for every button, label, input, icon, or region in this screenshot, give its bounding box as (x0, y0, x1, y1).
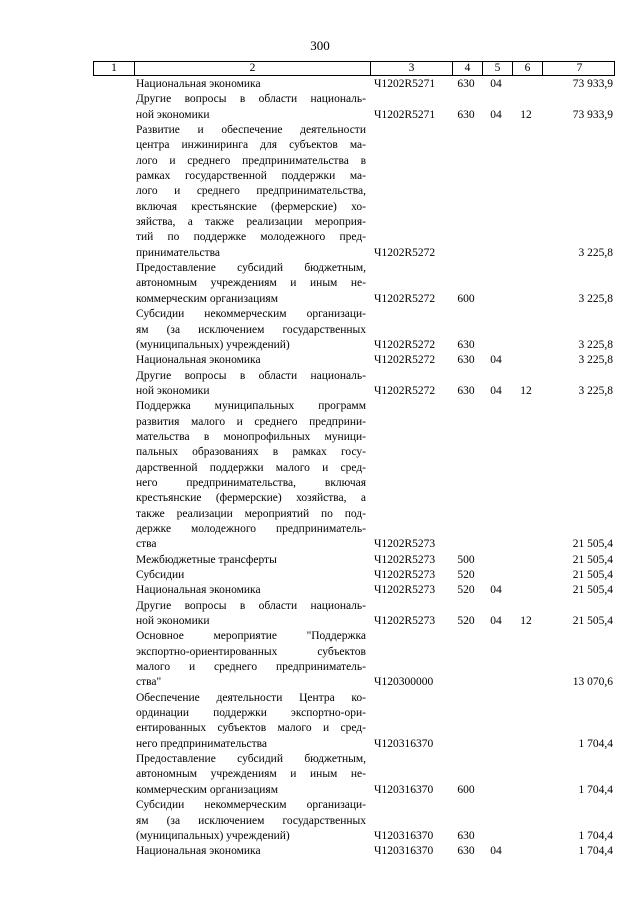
description-line: дарственной поддержки малого и сред- (136, 461, 366, 474)
description-line: Обеспечение деятельности Центра ко- (136, 691, 366, 704)
row-amount: 73 933,9 (572, 108, 613, 121)
row-amount: 73 933,9 (572, 78, 613, 90)
row-code: Ч1202R5273 (374, 569, 436, 581)
row-code: Ч120316370 (374, 829, 434, 842)
table-row (93, 92, 615, 123)
description-line: крестьянские (фермерские) хозяйства, а (136, 492, 366, 505)
table-row (93, 123, 615, 261)
description-line: него предпринимательства, включая (136, 476, 366, 489)
row-description (133, 629, 369, 690)
description-line: автономным учреждениям и иным не- (136, 277, 366, 290)
row-amount: 3 225,8 (578, 354, 613, 367)
row-amount: 21 505,4 (572, 553, 613, 566)
description-line: держке молодежного предприниматель- (136, 522, 366, 535)
header-col-6: 6 (512, 62, 542, 75)
table-row (93, 369, 615, 400)
table-row (93, 553, 615, 568)
row-description (133, 691, 369, 752)
table-row (93, 752, 615, 798)
row-col-5: 04 (490, 78, 502, 90)
description-line: коммерческим организациям (136, 783, 278, 796)
row-code: Ч1202R5273 (374, 538, 436, 551)
description-line: ной экономики (136, 384, 210, 397)
table-row (93, 583, 615, 598)
row-col-5: 04 (490, 845, 502, 858)
description-line: ям (за исключением государственных (136, 323, 366, 336)
description-line: Предоставление субсидий бюджетным, (136, 753, 366, 766)
description-line: тий по поддержке молодежного пред- (136, 231, 366, 244)
header-col-2: 2 (134, 62, 370, 75)
row-amount: 1 704,4 (578, 783, 613, 796)
row-amount: 1 704,4 (578, 829, 613, 842)
table-row (93, 798, 615, 844)
row-col-4: 630 (457, 354, 475, 367)
description-line: ям (за исключением государственных (136, 814, 366, 827)
row-col-4: 630 (457, 845, 475, 858)
description-line: Развитие и обеспечение деятельности (136, 124, 366, 137)
row-description (133, 553, 369, 568)
row-col-4: 630 (457, 829, 475, 842)
description-line: включая крестьянские (фермерские) хо- (136, 200, 366, 213)
row-code: Ч1202R5272 (374, 292, 436, 305)
description-line: ства (136, 538, 157, 551)
row-description (133, 844, 369, 859)
row-col-4: 520 (457, 584, 475, 597)
row-amount: 21 505,4 (572, 569, 613, 581)
header-col-5: 5 (482, 62, 512, 75)
row-col-4: 630 (457, 78, 475, 90)
description-line: Предоставление субсидий бюджетным, (136, 262, 366, 275)
row-col-5: 04 (490, 615, 502, 628)
description-line: малого и среднего предприниматель- (136, 661, 366, 674)
row-col-4: 630 (457, 384, 475, 397)
row-code: Ч120316370 (374, 737, 434, 750)
description-line: центра инжиниринга для субъектов ма- (136, 139, 366, 152)
table-row (93, 261, 615, 307)
description-line: Межбюджетные трансферты (136, 553, 277, 566)
row-code: Ч1202R5272 (374, 384, 436, 397)
row-description (133, 369, 369, 400)
table-row (93, 844, 615, 859)
row-description (133, 583, 369, 598)
description-line: Национальная экономика (136, 584, 261, 597)
row-col-5: 04 (490, 384, 502, 397)
description-line: ной экономики (136, 108, 210, 121)
row-description (133, 798, 369, 844)
description-line: мательства в монопрофильных муници- (136, 430, 366, 443)
description-line: Поддержка муниципальных программ (136, 400, 366, 413)
row-col-4: 630 (457, 338, 475, 351)
description-line: ординации поддержки экспортно-ори- (136, 707, 366, 720)
header-col-7: 7 (542, 62, 616, 75)
table-row (93, 307, 615, 353)
table-row (93, 353, 615, 368)
description-line: рамках государственной поддержки ма- (136, 170, 366, 183)
description-line: Другие вопросы в области националь- (136, 369, 366, 382)
description-line: Субсидии некоммерческим организаци- (136, 308, 366, 321)
row-code: Ч120316370 (374, 783, 434, 796)
table-row (93, 568, 615, 583)
row-col-6: 12 (520, 615, 532, 628)
row-description (133, 123, 369, 261)
description-line: развития малого и среднего предприни- (136, 415, 366, 428)
row-amount: 21 505,4 (572, 584, 613, 597)
row-description (133, 568, 369, 583)
description-line: Субсидии (136, 569, 185, 581)
row-amount: 3 225,8 (578, 338, 613, 351)
description-line: Национальная экономика (136, 78, 261, 90)
row-description (133, 77, 369, 92)
description-line: принимательства (136, 246, 220, 259)
description-line: ства" (136, 676, 162, 689)
description-line: автономным учреждениям и иным не- (136, 768, 366, 781)
description-line: Субсидии некоммерческим организаци- (136, 799, 366, 812)
table-row (93, 629, 615, 690)
row-code: Ч1202R5273 (374, 615, 436, 628)
row-amount: 1 704,4 (578, 737, 613, 750)
row-amount: 13 070,6 (572, 676, 613, 689)
row-col-4: 600 (457, 783, 475, 796)
row-description (133, 752, 369, 798)
row-code: Ч1202R5273 (374, 584, 436, 597)
row-col-4: 500 (457, 553, 475, 566)
row-code: Ч1202R5271 (374, 78, 436, 90)
row-col-5: 04 (490, 584, 502, 597)
description-line: Другие вопросы в области националь- (136, 93, 366, 106)
table-header-row (93, 61, 615, 76)
table-row (93, 399, 615, 552)
header-col-1: 1 (111, 62, 117, 74)
description-line: ной экономики (136, 615, 210, 628)
row-col-4: 520 (457, 569, 475, 581)
row-amount: 3 225,8 (578, 384, 613, 397)
row-col-4: 600 (457, 292, 475, 305)
description-line: Национальная экономика (136, 845, 261, 858)
table-row (93, 77, 615, 92)
row-amount: 21 505,4 (572, 538, 613, 551)
description-line: коммерческим организациям (136, 292, 278, 305)
budget-table (93, 61, 615, 860)
description-line: лого и среднего предпринимательства в (136, 154, 366, 167)
description-line: Основное мероприятие "Поддержка (136, 630, 366, 643)
table-body (93, 76, 615, 860)
row-code: Ч1202R5272 (374, 246, 436, 259)
description-line: также реализации мероприятий по под- (136, 507, 366, 520)
description-line: Национальная экономика (136, 354, 261, 367)
row-code: Ч1202R5273 (374, 553, 436, 566)
description-line: Другие вопросы в области националь- (136, 599, 366, 612)
row-description (133, 261, 369, 307)
description-line: (муниципальных) учреждений) (136, 338, 290, 351)
header-col-4: 4 (452, 62, 482, 75)
row-description (133, 599, 369, 630)
header-col-3: 3 (370, 62, 452, 75)
row-col-4: 520 (457, 615, 475, 628)
row-code: Ч120316370 (374, 845, 434, 858)
row-amount: 21 505,4 (572, 615, 613, 628)
row-col-4: 630 (457, 108, 475, 121)
row-description (133, 307, 369, 353)
row-col-5: 04 (490, 354, 502, 367)
row-amount: 1 704,4 (578, 845, 613, 858)
row-amount: 3 225,8 (578, 246, 613, 259)
description-line: зяйства, а также реализации мероприя- (136, 216, 366, 229)
description-line: экспортно-ориентированных субъектов (136, 645, 366, 658)
row-col-6: 12 (520, 108, 532, 121)
page-number: 300 (310, 38, 330, 53)
description-line: ентированных субъектов малого и сред- (136, 722, 366, 735)
row-description (133, 92, 369, 123)
row-description (133, 353, 369, 368)
description-line: пальных образованиях в рамках госу- (136, 446, 366, 459)
row-code: Ч1202R5272 (374, 338, 436, 351)
row-code: Ч1202R5272 (374, 354, 436, 367)
row-col-6: 12 (520, 384, 532, 397)
row-col-5: 04 (490, 108, 502, 121)
row-description (133, 399, 369, 552)
row-code: Ч120300000 (374, 676, 434, 689)
row-amount: 3 225,8 (578, 292, 613, 305)
description-line: него предпринимательства (136, 737, 268, 750)
row-code: Ч1202R5271 (374, 108, 436, 121)
table-row (93, 691, 615, 752)
description-line: лого и среднего предпринимательства, (136, 185, 366, 198)
description-line: (муниципальных) учреждений) (136, 829, 290, 842)
table-row (93, 599, 615, 630)
